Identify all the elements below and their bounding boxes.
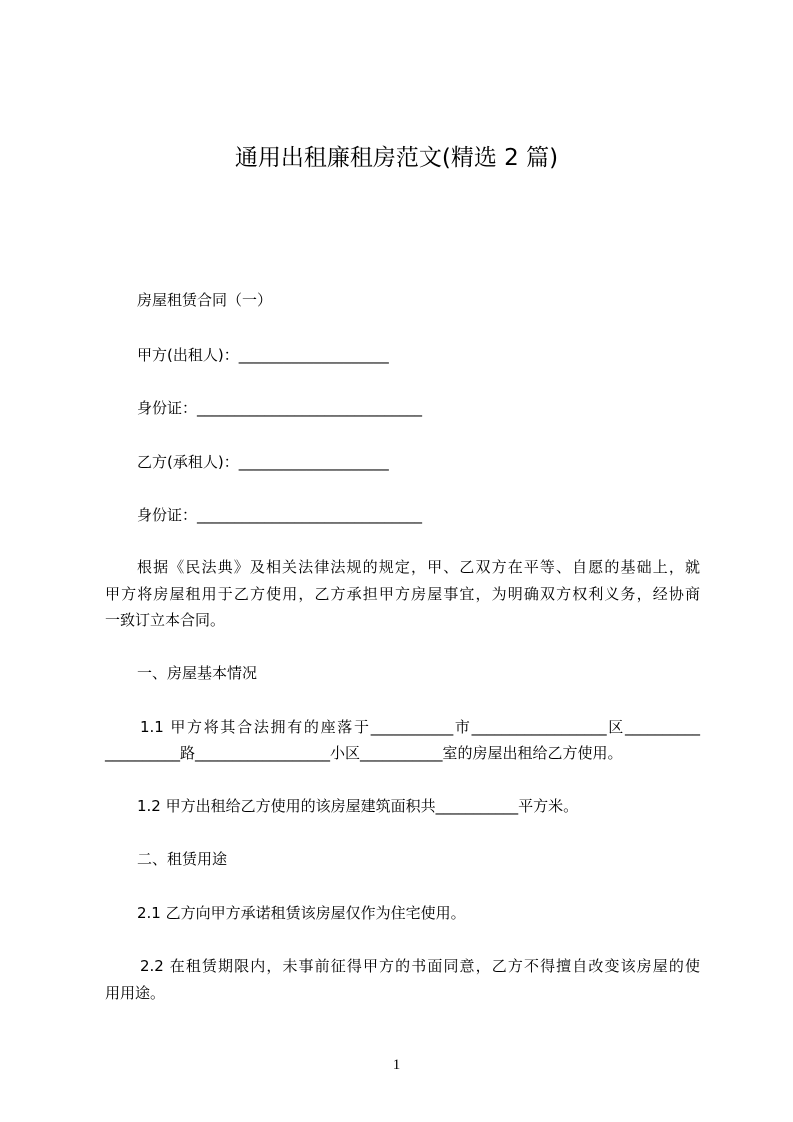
clause-line: 用用途。 [105,984,166,1002]
preamble-line: 根据《民法典》及相关法律法规的规定，甲、乙双方在平等、自愿的基础上，就 [137,558,700,576]
clause-line: 2.2 在租赁期限内，未事前征得甲方的书面同意，乙方不得擅自改变该房屋的使 [140,957,700,975]
preamble-line: 一致订立本合同。 [105,611,226,629]
document-title: 通用出租廉租房范文(精选 2 篇) [234,145,559,171]
clause-line: 1.1 甲方将其合法拥有的座落于___________市__________________区__________ [140,718,700,736]
contract-heading: 房屋租赁合同（一） [137,291,273,309]
clause-2-1: 2.1 乙方向甲方承诺租赁该房屋仅作为住宅使用。 [137,904,466,922]
party-b-id-field: 身份证：______________________________ [137,506,423,524]
party-b-field: 乙方(承租人)：____________________ [137,453,389,471]
party-a-id-field: 身份证：______________________________ [137,399,423,417]
clause-1-2: 1.2 甲方出租给乙方使用的该房屋建筑面积共___________平方米。 [137,797,579,815]
section-2-heading: 二、租赁用途 [137,850,228,868]
section-1-heading: 一、房屋基本情况 [137,664,258,682]
party-a-field: 甲方(出租人)：____________________ [137,346,389,364]
clause-line: __________路__________________小区___________室的房屋出租给乙方使用。 [105,744,623,762]
preamble-line: 甲方将房屋租用于乙方使用，乙方承担甲方房屋事宜，为明确双方权利义务，经协商 [105,585,700,603]
page-number: 1 [392,1057,401,1073]
